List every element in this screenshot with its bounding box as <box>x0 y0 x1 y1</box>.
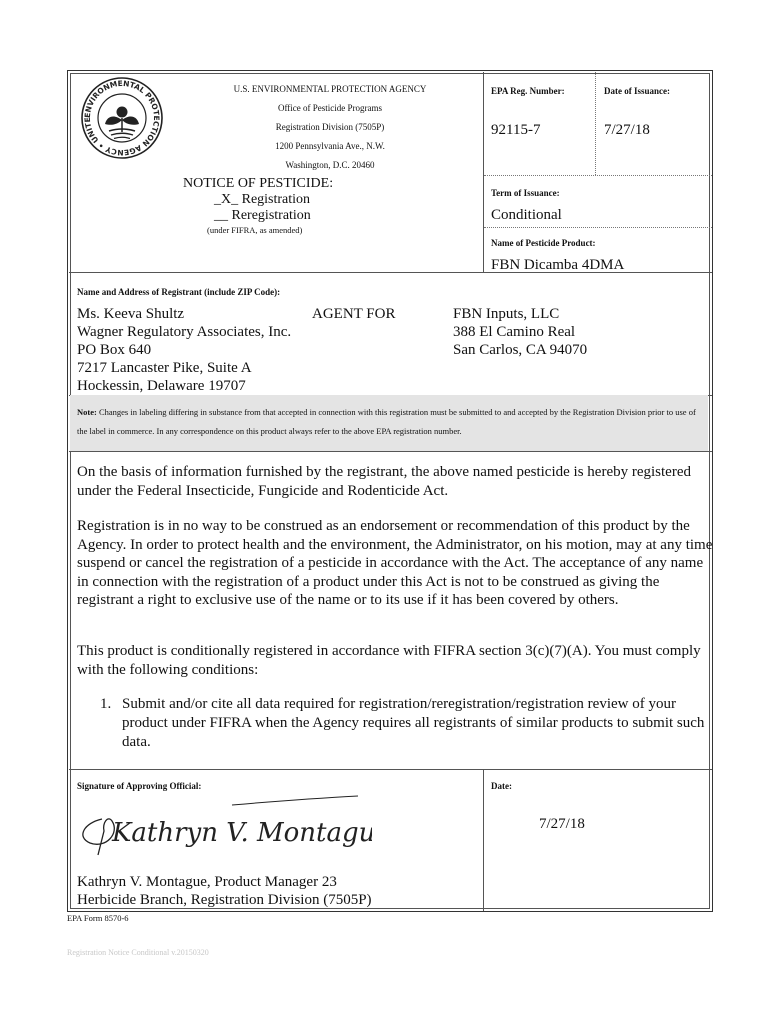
term-label: Term of Issuance: <box>491 188 560 198</box>
condition-item <box>100 695 714 752</box>
handwritten-signature <box>72 793 372 861</box>
signature-date-label: Date: <box>491 781 512 791</box>
signature-date-value: 7/27/18 <box>539 816 585 832</box>
notice-title: NOTICE OF PESTICIDE: <box>183 176 334 191</box>
company-line: San Carlos, CA 94070 <box>453 342 588 358</box>
notice-under-fifra: (under FIFRA, as amended) <box>207 225 303 235</box>
agency-name: U.S. ENVIRONMENTAL PROTECTION AGENCY <box>233 84 427 94</box>
registrant-line: PO Box 640 <box>77 342 152 358</box>
body-paragraph-endorsement: Registration is in no way to be construed as an endorsement or recommendation of this product by the Agency. In order to protect health and the environment, the Administrator, on his motion, may at any time suspend or cancel the registration of a pesticide in accordance with the Act. The acceptance of any name in connection with the registration of a product under this Act is not to be construed as giving the registrant a right to exclusive use of the name or to its use if it has been covered by others. <box>77 518 713 608</box>
note-box <box>70 395 708 451</box>
agency-address-line1: 1200 Pennsylvania Ave., N.W. <box>275 141 385 151</box>
agency-address-line2: Washington, D.C. 20460 <box>285 160 375 170</box>
company-line: 388 El Camino Real <box>453 324 576 340</box>
form-number: EPA Form 8570-6 <box>67 913 129 923</box>
agent-for-label: AGENT FOR <box>312 306 396 322</box>
registrant-line: Wagner Regulatory Associates, Inc. <box>77 324 292 340</box>
signature-icon <box>72 793 372 861</box>
registrant-line: Ms. Keeva Shultz <box>77 306 185 322</box>
official-name-line1: Kathryn V. Montague, Product Manager 23 <box>77 874 337 890</box>
svg-text:ENVIRONMENTAL PROTECTION AGENC: ENVIRONMENTAL PROTECTION AGENCY • UNITE <box>82 78 162 158</box>
body-paragraph-registered: On the basis of information furnished by the registrant, the above named pesticide is hereby registered under the Federal Insecticide, Fungicide and Rodenticide Act. <box>77 464 691 499</box>
agency-division: Registration Division (7505P) <box>275 122 385 132</box>
signature-label: Signature of Approving Official: <box>77 781 202 791</box>
condition-number: 1. <box>100 696 112 712</box>
term-value: Conditional <box>491 207 562 223</box>
date-issuance-value: 7/27/18 <box>604 122 650 138</box>
reg-number-label: EPA Reg. Number: <box>491 86 565 96</box>
reg-number-value: 92115-7 <box>491 122 541 138</box>
agency-office: Office of Pesticide Programs <box>277 103 383 113</box>
registrant-line: 7217 Lancaster Pike, Suite A <box>77 360 252 376</box>
body-paragraph-conditional: This product is conditionally registered in accordance with FIFRA section 3(c)(7)(A). You must comply with the following conditions: <box>77 643 701 678</box>
company-line: FBN Inputs, LLC <box>453 306 560 322</box>
version-watermark: Registration Notice Conditional v.20150320 <box>67 948 209 957</box>
official-name-line2: Herbicide Branch, Registration Division (7505P) <box>77 892 372 908</box>
product-name-label: Name of Pesticide Product: <box>491 238 596 248</box>
note-label: Note: <box>77 407 97 417</box>
condition-text: Submit and/or cite all data required for registration/reregistration/registration review of your product under FIFRA when the Agency requires all registrants of similar products to submit such data. <box>122 696 705 750</box>
product-name-value: FBN Dicamba 4DMA <box>491 257 625 273</box>
date-issuance-label: Date of Issuance: <box>604 86 670 96</box>
registrant-label: Name and Address of Registrant (include ZIP Code): <box>77 287 281 297</box>
signature-text: Kathryn V. Montague <box>112 818 372 848</box>
notice-registration-option: _X_ Registration <box>214 192 311 207</box>
note-body: Changes in labeling differing in substance from that accepted in connection with this registration must be submitted to and accepted by the Registration Division prior to use of the label in commerce. In any correspondence on this product always refer to the above EPA registration number. <box>77 407 696 436</box>
note-text <box>77 403 697 441</box>
notice-reregistration-option: __ Reregistration <box>214 208 311 223</box>
registrant-line: Hockessin, Delaware 19707 <box>77 378 246 394</box>
